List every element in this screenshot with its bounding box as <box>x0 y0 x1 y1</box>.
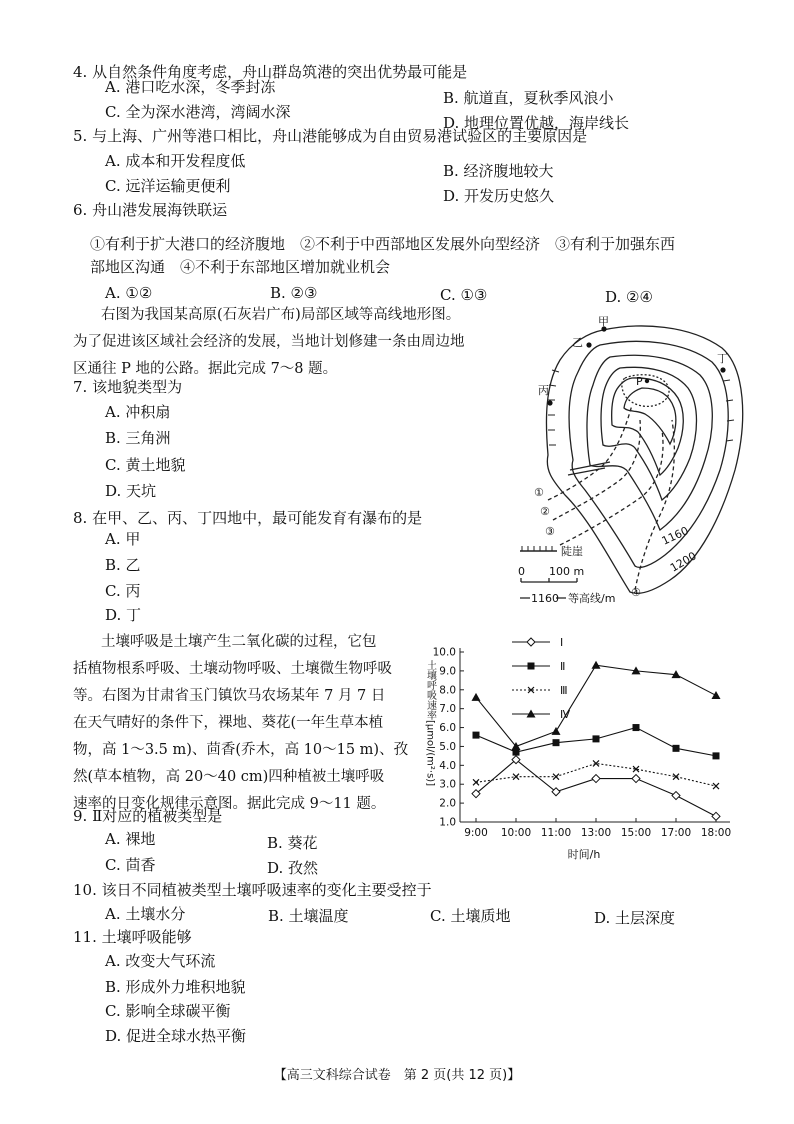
q10-stem: 10. 该日不同植被类型土壤呼吸速率的变化主要受控于 <box>73 881 432 899</box>
q7-option-d: D. 天坑 <box>105 482 157 500</box>
intro-7-8 <box>73 302 465 383</box>
data-point-s2 <box>673 745 680 752</box>
q7-option-c: C. 黄土地貌 <box>105 456 186 474</box>
legend-contour-label: 等高线/m <box>568 592 616 605</box>
y-tick-label: 2.0 <box>439 797 456 810</box>
q6-option-b: B. ②③ <box>270 284 318 302</box>
data-point-s4 <box>592 661 601 669</box>
route-3-label: ③ <box>545 525 555 538</box>
q11-option-d: D. 促进全球水热平衡 <box>105 1027 247 1045</box>
data-point-s3 <box>513 774 519 780</box>
q9-option-a: A. 裸地 <box>105 830 156 848</box>
data-point-s2 <box>593 735 600 742</box>
data-point-s1 <box>672 792 680 800</box>
q9-stem: 9. Ⅱ对应的植被类型是 <box>73 807 223 825</box>
q8-option-c: C. 丙 <box>105 582 141 600</box>
q10-option-a: A. 土壤水分 <box>105 905 186 923</box>
data-point-s3 <box>713 783 719 789</box>
label-p: P <box>636 375 643 388</box>
data-point-s1 <box>632 775 640 783</box>
q4-option-d: D. 地理位置优越，海岸线长 <box>443 114 630 132</box>
x-axis-label: 时间/h <box>567 848 601 861</box>
q11-stem: 11. 土壤呼吸能够 <box>73 928 192 946</box>
q5-option-d: D. 开发历史悠久 <box>443 187 555 205</box>
x-tick-label: 10:00 <box>500 827 532 839</box>
q6-statement-line1: ①有利于扩大港口的经济腹地 ②不利于中西部地区发展外向型经济 ③有利于加强东西 <box>90 235 676 253</box>
y-tick-label: 7.0 <box>439 703 456 716</box>
soil-respiration-chart <box>420 630 750 870</box>
q6-option-d: D. ②④ <box>605 288 653 306</box>
y-axis-label: 土壤呼吸速率[μmol/(m²·s)] <box>424 660 436 787</box>
x-tick-label: 9:00 <box>464 827 488 839</box>
label-ding: 丁 <box>717 352 728 365</box>
intro-7-8-line: 为了促进该区域社会经济的发展，当地计划修建一条由周边地 <box>73 334 465 350</box>
intro-9-11-line: 在天气晴好的条件下，裸地、葵花(一年生草本植 <box>73 715 384 731</box>
y-tick-label: 5.0 <box>439 740 456 753</box>
q7-option-a: A. 冲积扇 <box>105 403 171 421</box>
q8-option-d: D. 丁 <box>105 606 142 624</box>
point-yi <box>586 342 591 347</box>
legend-label-2: Ⅱ <box>560 660 566 673</box>
y-tick-label: 6.0 <box>439 722 456 735</box>
point-ding <box>720 367 725 372</box>
contour-label-1160: 1160 <box>659 524 691 548</box>
label-yi: 乙 <box>572 336 583 349</box>
q8-stem: 8. 在甲、乙、丙、丁四地中，最可能发育有瀑布的是 <box>73 509 423 527</box>
data-point-s1 <box>592 775 600 783</box>
q9-option-d: D. 孜然 <box>267 859 319 877</box>
q5-option-a: A. 成本和开发程度低 <box>105 152 246 170</box>
q10-option-b: B. 土壤温度 <box>268 907 349 925</box>
q6-statement-line2: 部地区沟通 ④不利于东部地区增加就业机会 <box>90 258 391 276</box>
data-point-s4 <box>712 691 721 699</box>
q5-option-b: B. 经济腹地较大 <box>443 162 554 180</box>
x-tick-label: 15:00 <box>620 827 652 839</box>
q9-option-c: C. 茴香 <box>105 856 156 874</box>
legend-label-4: Ⅳ <box>560 708 571 721</box>
y-tick-label: 8.0 <box>439 684 456 697</box>
data-point-s3 <box>553 774 559 780</box>
data-point-s2 <box>713 752 720 759</box>
q5-option-c: C. 远洋运输更便利 <box>105 177 231 195</box>
q7-stem: 7. 该地貌类型为 <box>73 378 183 396</box>
q10-option-d: D. 土层深度 <box>594 909 676 927</box>
q11-option-c: C. 影响全球碳平衡 <box>105 1002 231 1020</box>
intro-9-11-line: 物，高 1～3.5 m)、茴香(乔木，高 10～15 m)、孜 <box>73 742 409 758</box>
page-footer: 【高三文科综合试卷 第 2 页(共 12 页)】 <box>273 1068 521 1083</box>
label-bing: 丙 <box>538 384 549 397</box>
q4-option-b: B. 航道直，夏秋季风浪小 <box>443 89 614 107</box>
label-jia: 甲 <box>598 315 609 328</box>
q6-option-c: C. ①③ <box>440 286 488 304</box>
x-tick-label: 17:00 <box>660 827 692 839</box>
intro-9-11 <box>73 629 408 818</box>
legend-cliff-label: 陡崖 <box>561 545 583 558</box>
x-tick-label: 11:00 <box>540 827 572 839</box>
q11-option-b: B. 形成外力堆积地貌 <box>105 978 246 996</box>
q6-option-a: A. ①② <box>105 284 153 302</box>
q5-stem: 5. 与上海、广州等港口相比，舟山港能够成为自由贸易港试验区的主要原因是 <box>73 127 588 145</box>
intro-7-8-line: 区通往 P 地的公路。据此完成 7～8 题。 <box>73 361 338 377</box>
data-point-s3 <box>473 779 479 785</box>
route-1-label: ① <box>534 486 544 499</box>
data-point-s2 <box>633 724 640 731</box>
data-point-s4 <box>552 727 561 735</box>
contour-label-1200: 1200 <box>668 549 699 575</box>
data-point-s4 <box>472 693 481 701</box>
scale-length: 100 m <box>549 565 585 578</box>
y-tick-label: 3.0 <box>439 778 456 791</box>
data-point-s1 <box>712 812 720 820</box>
x-tick-label: 13:00 <box>580 827 612 839</box>
point-bing <box>547 400 552 405</box>
q4-option-c: C. 全为深水港湾，湾阔水深 <box>105 103 291 121</box>
q4-option-a: A. 港口吃水深，冬季封冻 <box>105 78 276 96</box>
y-tick-label: 1.0 <box>439 816 456 829</box>
legend-contour-value: 1160 <box>531 592 559 605</box>
legend-marker-1 <box>527 638 535 646</box>
q8-option-b: B. 乙 <box>105 556 141 574</box>
route-2-label: ② <box>540 505 550 518</box>
legend-marker-2 <box>528 663 535 670</box>
data-point-s2 <box>473 732 480 739</box>
scale-zero: 0 <box>518 565 525 578</box>
q4-stem: 4. 从自然条件角度考虑，舟山群岛筑港的突出优势最可能是 <box>73 63 468 81</box>
q8-option-a: A. 甲 <box>105 530 141 548</box>
point-p <box>645 379 649 383</box>
intro-9-11-line: 速率的日变化规律示意图。据此完成 9～11 题。 <box>73 796 386 812</box>
series-line-1 <box>476 760 716 817</box>
route-4-label: ④ <box>631 586 641 599</box>
contour-map <box>505 310 755 610</box>
q7-option-b: B. 三角洲 <box>105 429 171 447</box>
intro-9-11-line: 然(草本植物，高 20～40 cm)四种植被土壤呼吸 <box>73 769 385 785</box>
legend-label-1: Ⅰ <box>560 636 564 649</box>
q9-option-b: B. 葵花 <box>267 834 318 852</box>
y-tick-label: 4.0 <box>439 759 456 772</box>
y-tick-label: 9.0 <box>439 665 456 678</box>
y-tick-label: 10.0 <box>432 646 456 659</box>
q11-option-a: A. 改变大气环流 <box>105 952 216 970</box>
intro-9-11-line: 括植物根系呼吸、土壤动物呼吸、土壤微生物呼吸 <box>73 661 392 677</box>
intro-9-11-line: 等。右图为甘肃省玉门镇饮马农场某年 7 月 7 日 <box>73 688 386 704</box>
q10-option-c: C. 土壤质地 <box>430 907 511 925</box>
x-tick-label: 18:00 <box>700 827 732 839</box>
q6-stem: 6. 舟山港发展海铁联运 <box>73 201 228 219</box>
intro-9-11-line: 土壤呼吸是土壤产生二氧化碳的过程，它包 <box>101 634 377 650</box>
legend-label-3: Ⅲ <box>560 684 568 697</box>
data-point-s2 <box>553 739 560 746</box>
intro-7-8-line: 右图为我国某高原(石灰岩广布)局部区域等高线地形图。 <box>101 307 461 323</box>
